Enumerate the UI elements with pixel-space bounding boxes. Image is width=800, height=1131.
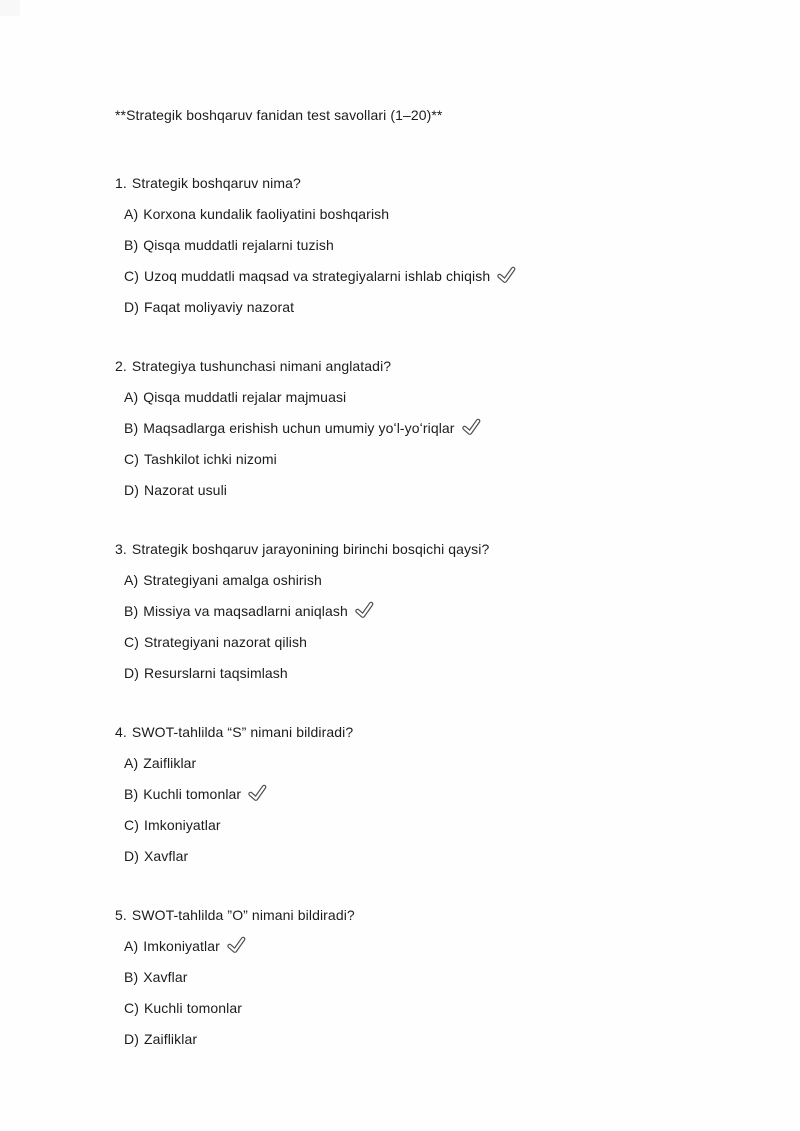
option-text: Maqsadlarga erishish uchun umumiy yoʻl-yoʻriqlar (143, 420, 455, 436)
option-text: Missiya va maqsadlarni aniqlash (143, 603, 348, 619)
option-label: A) (124, 389, 139, 405)
question-block-5 (115, 900, 740, 1055)
option-row (124, 292, 740, 323)
option-row (124, 261, 740, 292)
option-label: B) (124, 786, 139, 802)
question-number: 1. (115, 175, 127, 191)
question-title: SWOT-tahlilda “S” nimani bildiradi? (131, 724, 354, 740)
question-title: Strategiya tushunchasi nimani anglatadi? (131, 358, 392, 374)
check-icon (227, 937, 246, 953)
option-row (124, 993, 740, 1024)
option-row (124, 841, 740, 872)
option-label: A) (124, 206, 139, 222)
page-title: **Strategik boshqaruv fanidan test savollari (1–20)** (115, 107, 443, 123)
option-label: C) (124, 634, 139, 650)
option-label: B) (124, 603, 139, 619)
option-label: C) (124, 451, 139, 467)
option-text: Korxona kundalik faoliyatini boshqarish (143, 206, 390, 222)
question-number: 3. (115, 541, 127, 557)
option-text: Zaifliklar (143, 1031, 198, 1047)
options-list (115, 748, 740, 872)
question-block-4 (115, 717, 740, 872)
option-text: Imkoniyatlar (143, 817, 221, 833)
option-text: Strategiyani nazorat qilish (143, 634, 307, 650)
question-number: 2. (115, 358, 127, 374)
options-list (115, 931, 740, 1055)
option-text: Xavflar (143, 848, 189, 864)
question-text (115, 534, 740, 565)
option-text: Strategiyani amalga oshirish (143, 572, 322, 588)
scan-artifact (0, 0, 20, 16)
question-title: Strategik boshqaruv jarayonining birinchi bosqichi qaysi? (131, 541, 490, 557)
option-row (124, 413, 740, 444)
option-text: Tashkilot ichki nizomi (143, 451, 277, 467)
option-row (124, 199, 740, 230)
question-block-1 (115, 168, 740, 323)
option-row (124, 810, 740, 841)
option-text: Uzoq muddatli maqsad va strategiyalarni ishlab chiqish (143, 268, 491, 284)
option-label: B) (124, 969, 139, 985)
option-text: Zaifliklar (143, 755, 197, 771)
option-label: D) (124, 848, 139, 864)
question-text (115, 717, 740, 748)
check-icon (355, 602, 374, 618)
option-row (124, 230, 740, 261)
option-text: Resurslarni taqsimlash (143, 665, 288, 681)
question-block-2 (115, 351, 740, 506)
option-label: A) (124, 572, 139, 588)
option-text: Kuchli tomonlar (143, 1000, 242, 1016)
option-label: C) (124, 1000, 139, 1016)
options-list (115, 199, 740, 323)
option-row (124, 658, 740, 689)
option-text: Faqat moliyaviy nazorat (143, 299, 295, 315)
option-label: B) (124, 237, 139, 253)
option-row (124, 444, 740, 475)
option-text: Xavflar (143, 969, 188, 985)
option-label: D) (124, 665, 139, 681)
question-text (115, 351, 740, 382)
option-text: Qisqa muddatli rejalarni tuzish (143, 237, 334, 253)
option-row (124, 962, 740, 993)
option-label: D) (124, 482, 139, 498)
option-label: C) (124, 817, 139, 833)
question-text (115, 900, 740, 931)
option-text: Imkoniyatlar (143, 938, 220, 954)
options-list (115, 565, 740, 689)
check-icon (462, 419, 481, 435)
question-title: SWOT-tahlilda ”O” nimani bildiradi? (131, 907, 355, 923)
option-row (124, 596, 740, 627)
option-label: B) (124, 420, 139, 436)
question-text (115, 168, 740, 199)
option-text: Kuchli tomonlar (143, 786, 242, 802)
option-label: A) (124, 938, 139, 954)
question-number: 5. (115, 907, 127, 923)
question-title: Strategik boshqaruv nima? (131, 175, 301, 191)
option-row (124, 779, 740, 810)
option-row (124, 931, 740, 962)
options-list (115, 382, 740, 506)
question-block-3 (115, 534, 740, 689)
option-row (124, 565, 740, 596)
option-row (124, 627, 740, 658)
option-row (124, 382, 740, 413)
option-text: Qisqa muddatli rejalar majmuasi (143, 389, 347, 405)
check-icon (248, 785, 267, 801)
option-row (124, 475, 740, 506)
option-row (124, 748, 740, 779)
option-label: D) (124, 1031, 139, 1047)
option-row (124, 1024, 740, 1055)
check-icon (497, 267, 516, 283)
option-label: D) (124, 299, 139, 315)
question-number: 4. (115, 724, 127, 740)
option-text: Nazorat usuli (143, 482, 227, 498)
option-label: C) (124, 268, 139, 284)
option-label: A) (124, 755, 139, 771)
